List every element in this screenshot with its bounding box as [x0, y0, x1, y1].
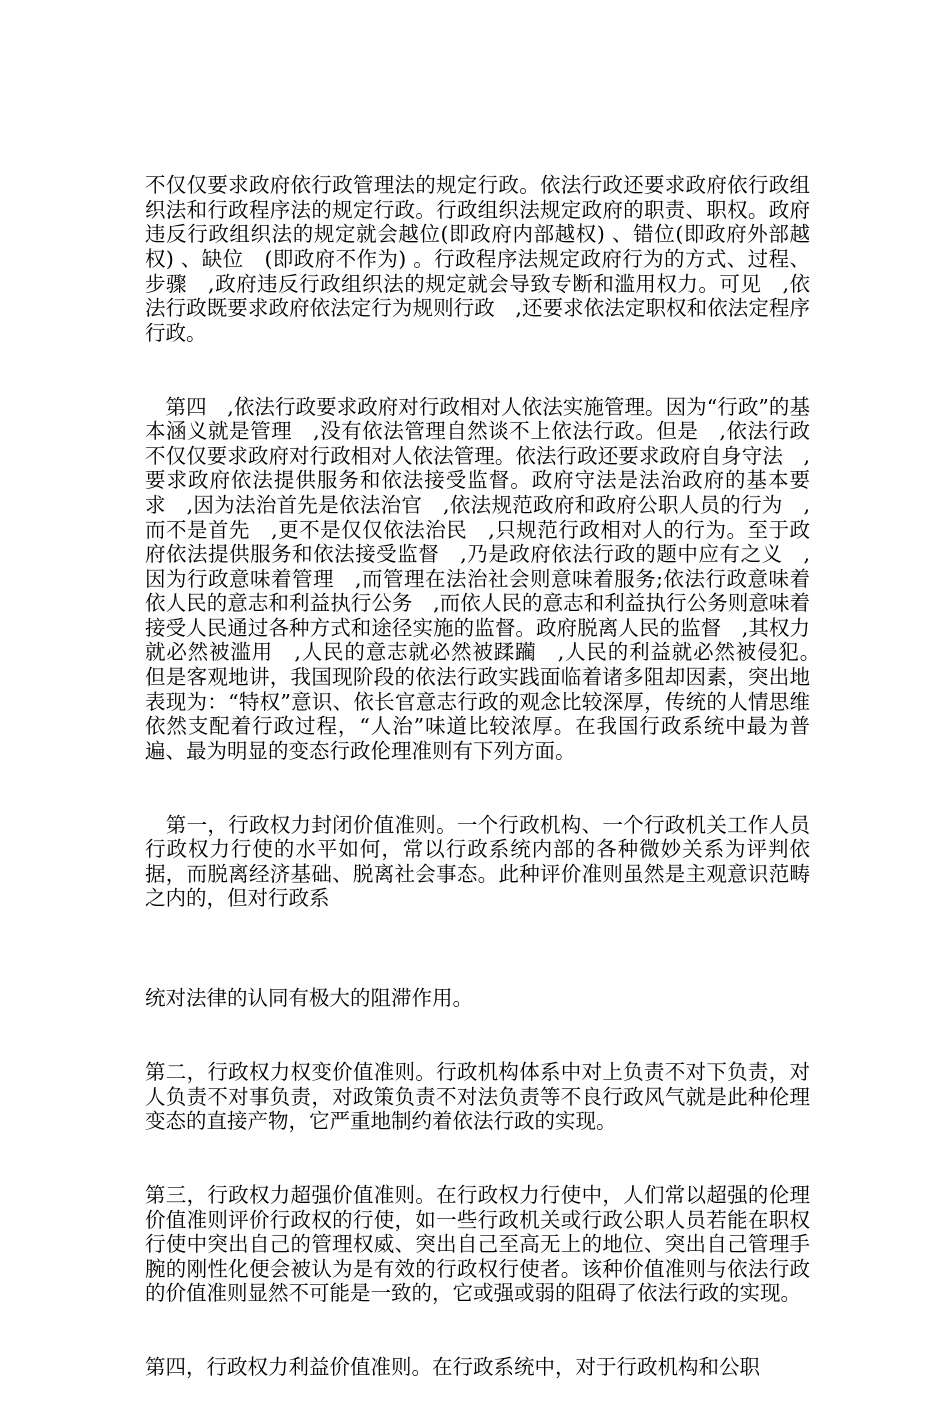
paragraph-continuation: 统对法律的认同有极大的阻滞作用。 — [145, 986, 473, 1011]
paragraph-fourth-requirement: 第四 ,依法行政要求政府对行政相对人依法实施管理。因为“行政”的基本涵义就是管理 ,没有依法管理自然谈不上依法行政。但是 ,依法行政不仅仅要求政府对行政相对人依法管理。依法行政还要求政府自身守法 ,要求政府依法提供服务和依法接受监督。政府守法是法治政府的基本要求 ,因为法治首先是依法治官 ,依法规范政府和政府公职人员的行为 ,而不是首先 ,更不是仅仅依法治民 ,只规范行政相对人的行为。至于政府依法提供服务和依法接受监督 ,乃是政府依法行政的题中应有之义 ,因为行政意味着管理 ,而管理在法治社会则意味着服务;依法行政意味着依人民的意志和利益执行公务 ,而依人民的意志和利益执行公务则意味着接受人民通过各种方式和途径实施的监督。政府脱离人民的监督 ,其权力就必然被滥用 ,人民的意志就必然被蹂躏 ,人民的利益就必然被侵犯。 但是客观地讲，我国现阶段的依法行政实践面临着诸多阻却因素，突出地表现为：“特权”意识、依长官意志行政的观念比较深厚，传统的人情思维依然支配着行政过程，“人治”味道比较浓厚。在我国行政系统中最为普遍、最为明显的变态行政伦理准则有下列方面。 — [145, 394, 831, 763]
paragraph-second-criterion: 第二，行政权力权变价值准则。行政机构体系中对上负责不对下负责，对人负责不对事负责，对政策负责不对法负责等不良行政风气就是此种伦理变态的直接产物，它严重地制约着依法行政的实现。 — [145, 1059, 810, 1134]
paragraph-third-criterion: 第三，行政权力超强价值准则。在行政权力行使中，人们常以超强的伦理价值准则评价行政权的行使，如一些行政机关或行政公职人员若能在职权行使中突出自己的管理权威、突出自己至高无上的地位、突出自己管理手腕的刚性化便会被认为是有效的行政权行使者。该种价值准则与依法行政的价值准则显然不可能是一致的，它或强或弱的阻碍了依法行政的实现。 — [145, 1182, 810, 1306]
paragraph-fourth-criterion: 第四，行政权力利益价值准则。在行政系统中，对于行政机构和公职 — [145, 1355, 760, 1380]
lower-text-block — [145, 937, 810, 1404]
paragraph-intro: 不仅仅要求政府依行政管理法的规定行政。依法行政还要求政府依行政组织法和行政程序法的规定行政。行政组织法规定政府的职责、职权。政府违反行政组织法的规定就会越位(即政府内部越权) 、错位(即政府外部越权) 、缺位 (即政府不作为) 。行政程序法规定政府行为的方式、过程、步骤 ,政府违反行政组织法的规定就会导致专断和滥用权力。可见 ,依法行政既要求政府依法定行为规则行政 ,还要求依法定职权和依法定程序行政。 — [145, 173, 810, 345]
paragraph-first-criterion: 第一，行政权力封闭价值准则。一个行政机构、一个行政机关工作人员行政权力行使的水平如何，常以行政系统内部的各种微妙关系为评判依据，而脱离经济基础、脱离社会事态。此种评价准则虽然是主观意识范畴之内的，但对行政系 — [145, 812, 810, 911]
upper-text-block — [145, 124, 831, 936]
